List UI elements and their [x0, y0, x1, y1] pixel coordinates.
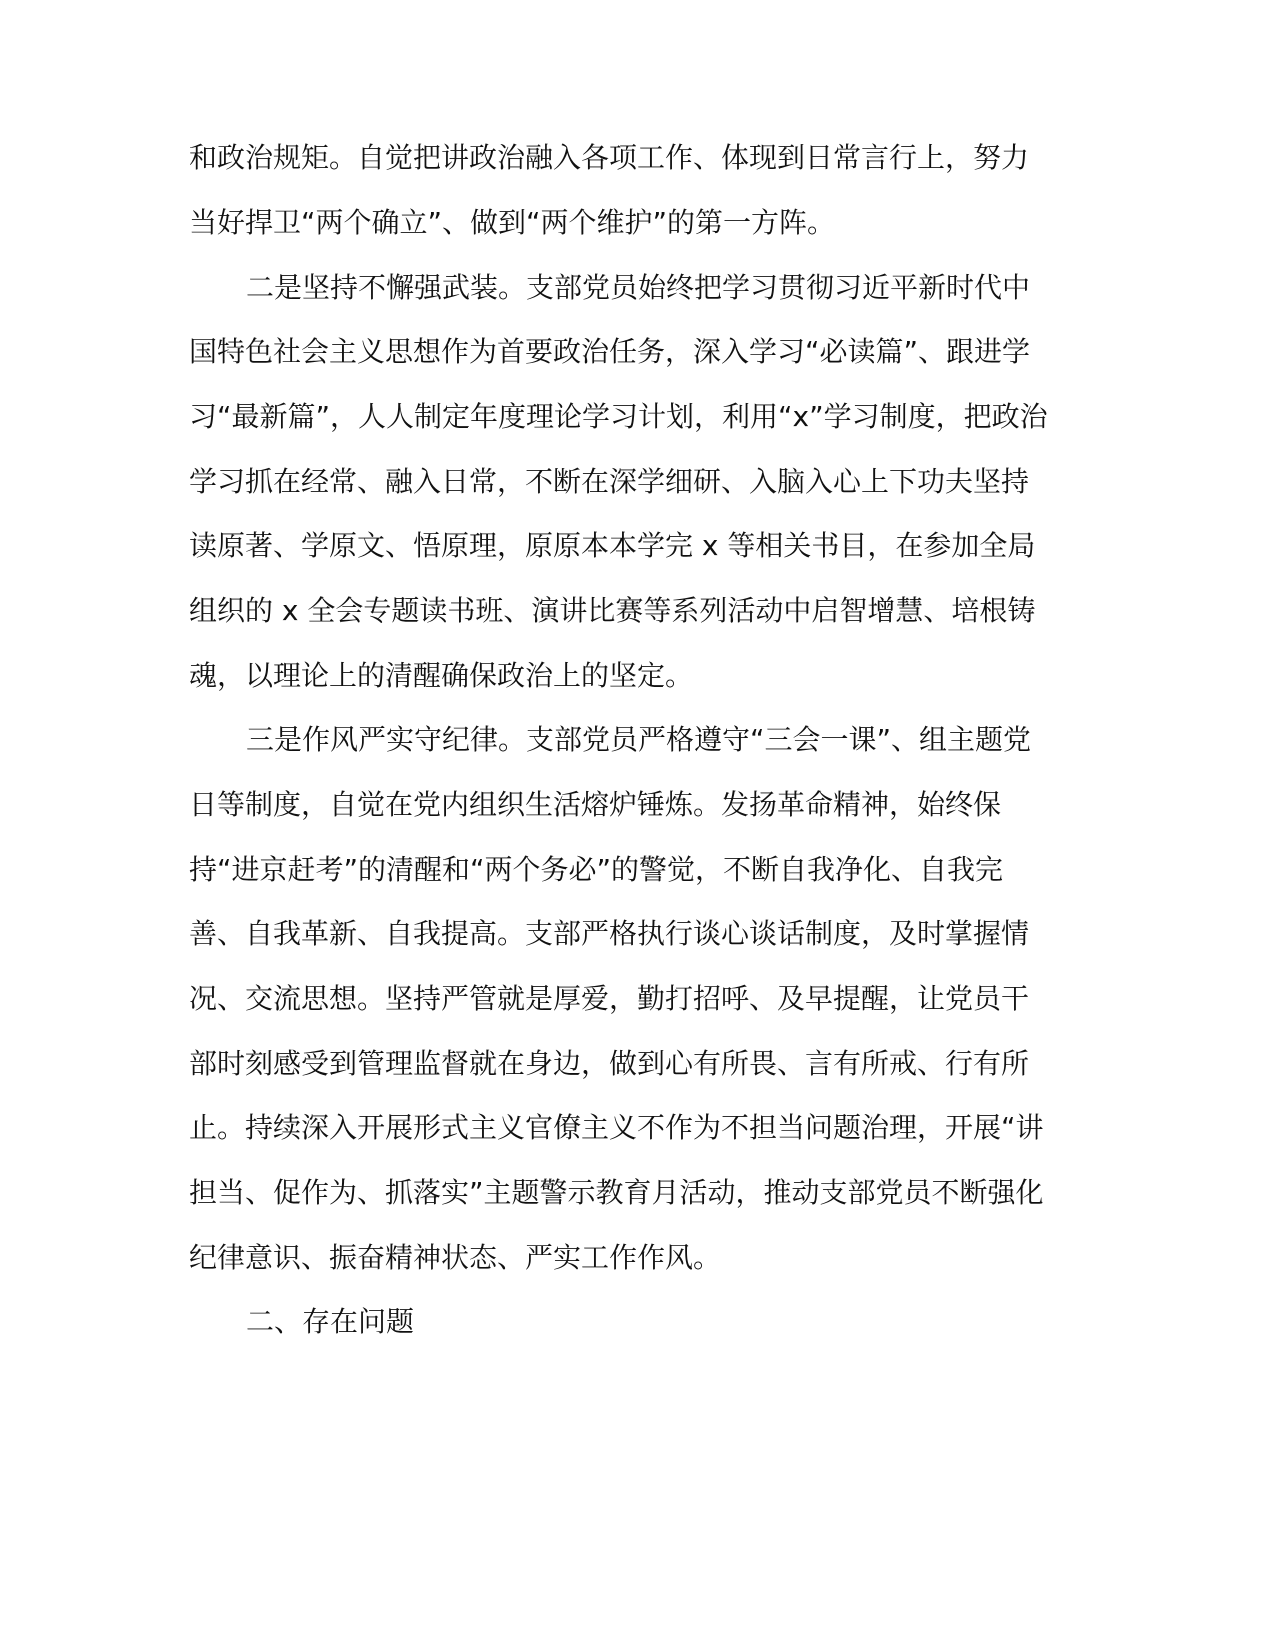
paragraph-start-line: 三是作风严实守纪律。支部党员严格遵守“三会一课”、组主题党	[246, 723, 1032, 756]
text-line: 纪律意识、振奋精神状态、严实工作作风。	[189, 1241, 722, 1274]
text-line: 和政治规矩。自觉把讲政治融入各项工作、体现到日常言行上，努力	[189, 141, 1030, 174]
text-line: 国特色社会主义思想作为首要政治任务，深入学习“必读篇”、跟进学	[189, 335, 1031, 368]
text-line: 况、交流思想。坚持严管就是厚爱，勤打招呼、及早提醒，让党员干	[189, 982, 1030, 1015]
text-line: 日等制度，自觉在党内组织生活熔炉锤炼。发扬革命精神，始终保	[189, 788, 1002, 821]
text-line: 持“进京赶考”的清醒和“两个务必”的警觉，不断自我净化、自我完	[189, 853, 1004, 886]
paragraph-start-line: 二是坚持不懈强武装。支部党员始终把学习贯彻习近平新时代中	[246, 271, 1031, 304]
text-line: 学习抓在经常、融入日常，不断在深学细研、入脑入心上下功夫坚持	[189, 465, 1030, 498]
text-line: 魂，以理论上的清醒确保政治上的坚定。	[189, 659, 694, 692]
text-line: 善、自我革新、自我提高。支部严格执行谈心谈话制度，及时掌握情	[189, 917, 1030, 950]
text-line: 部时刻感受到管理监督就在身边，做到心有所畏、言有所戒、行有所	[189, 1047, 1030, 1080]
text-line: 读原著、学原文、悟原理，原原本本学完 x 等相关书目，在参加全局	[189, 529, 1036, 562]
text-line: 担当、促作为、抓落实”主题警示教育月活动，推动支部党员不断强化	[189, 1176, 1044, 1209]
text-line: 习“最新篇”，人人制定年度理论学习计划，利用“x”学习制度，把政治	[189, 400, 1048, 433]
section-heading: 二、存在问题	[246, 1305, 415, 1338]
text-line: 组织的 x 全会专题读书班、演讲比赛等系列活动中启智增慧、培根铸	[189, 594, 1036, 627]
text-line: 当好捍卫“两个确立”、做到“两个维护”的第一方阵。	[189, 206, 836, 239]
text-line: 止。持续深入开展形式主义官僚主义不作为不担当问题治理，开展“讲	[189, 1111, 1044, 1144]
